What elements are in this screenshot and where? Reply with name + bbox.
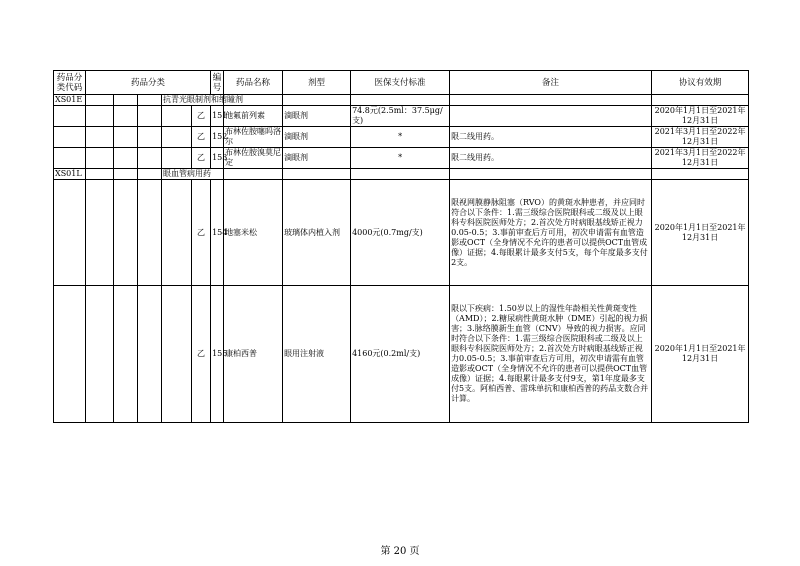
- period-cell: 2021年3月1日至2022年12月31日: [652, 148, 749, 169]
- section-row: [54, 95, 749, 106]
- drug-table: [53, 70, 749, 423]
- dosage-form-cell: 眼用注射液: [283, 286, 351, 423]
- price-cell: *: [351, 127, 450, 148]
- number-cell: 151: [211, 106, 224, 127]
- period-cell: 2020年1月1日至2021年12月31日: [652, 286, 749, 423]
- remarks-cell: 限二线用药。: [450, 127, 652, 148]
- price-cell: 4160元(0.2ml/支): [351, 286, 450, 423]
- table-row: [54, 127, 749, 148]
- page-number: 第 20 页: [380, 546, 420, 557]
- section-row: [54, 169, 749, 180]
- drug-name-cell: 地塞米松: [224, 180, 283, 286]
- header-name: 药品名称: [224, 71, 283, 95]
- number-cell: 153: [211, 148, 224, 169]
- remarks-cell: [450, 106, 652, 127]
- header-valid-period: 协议有效期: [652, 71, 749, 95]
- period-cell: 2020年1月1日至2021年12月31日: [652, 180, 749, 286]
- header-remarks: 备注: [450, 71, 652, 95]
- header-payment-standard: 医保支付标准: [351, 71, 450, 95]
- number-cell: 155: [211, 286, 224, 423]
- price-cell: *: [351, 148, 450, 169]
- dosage-form-cell: 滴眼剂: [283, 127, 351, 148]
- remarks-cell: 限二线用药。: [450, 148, 652, 169]
- table-row: [54, 180, 749, 286]
- number-cell: 154: [211, 180, 224, 286]
- grade-cell: 乙: [192, 127, 211, 148]
- table-row: [54, 286, 749, 423]
- price-cell: 4000元(0.7mg/支): [351, 180, 450, 286]
- header-category: 药品分类: [86, 71, 211, 95]
- grade-cell: 乙: [192, 148, 211, 169]
- dosage-form-cell: 滴眼剂: [283, 106, 351, 127]
- remarks-cell: 限视网膜静脉阻塞（RVO）的黄斑水肿患者，并应同时符合以下条件：1.需三级综合医院眼科或二级及以上眼科专科医院医师处方；2.首次处方时病眼基线矫正视力0.05-0.5；3.事前审查后方可用，初次申请需有血管造影或OCT（全身情况不允许的患者可以提供OCT血管成像）证据；4.每眼累计最多支付5支，每个年度最多支付2支。: [450, 180, 652, 286]
- drug-name-cell: 康柏西普: [224, 286, 283, 423]
- drug-name-cell: 布林佐胺噻吗洛尔: [225, 127, 282, 146]
- remarks-cell: 限以下疾病：1.50岁以上的湿性年龄相关性黄斑变性（AMD）；2.糖尿病性黄斑水肿（DME）引起的视力损害；3.脉络膜新生血管（CNV）导致的视力损害。应同时符合以下条件：1.需三级综合医院眼科或二级及以上眼科专科医院医师处方；2.首次处方时病眼基线矫正视力0.05-0.5；3.事前审查后方可用，初次申请需有血管造影或OCT（全身情况不允许的患者可以提供OCT血管成像）证据；4.每眼累计最多支付9支，第1年度最多支付5支。阿柏西普、雷珠单抗和康柏西普的药品支数合并计算。: [450, 286, 652, 423]
- section-title: 眼血管病用药: [162, 169, 224, 180]
- table-header-row: [54, 71, 749, 95]
- header-dosage-form: 剂型: [283, 71, 351, 95]
- header-number: 编号: [211, 71, 224, 95]
- header-code: 药品分类代码: [54, 71, 86, 95]
- drug-name-cell: 布林佐胺溴莫尼定: [225, 148, 282, 167]
- period-cell: 2020年1月1日至2021年12月31日: [652, 106, 749, 127]
- table-row: [54, 148, 749, 169]
- price-cell: 74.8元(2.5ml：37.5μg/支): [351, 106, 450, 127]
- section-title: 抗青光眼制剂和缩瞳剂: [163, 95, 243, 104]
- section-code: XS01E: [54, 95, 86, 106]
- number-cell: 152: [211, 127, 224, 148]
- grade-cell: 乙: [192, 106, 211, 127]
- dosage-form-cell: 滴眼剂: [283, 148, 351, 169]
- grade-cell: 乙: [192, 180, 211, 286]
- section-code: XS01L: [54, 169, 86, 180]
- period-cell: 2021年3月1日至2022年12月31日: [652, 127, 749, 148]
- dosage-form-cell: 玻璃体内植入剂: [283, 180, 351, 286]
- table-row: [54, 106, 749, 127]
- drug-name-cell: 他氟前列素: [224, 106, 283, 127]
- grade-cell: 乙: [192, 286, 211, 423]
